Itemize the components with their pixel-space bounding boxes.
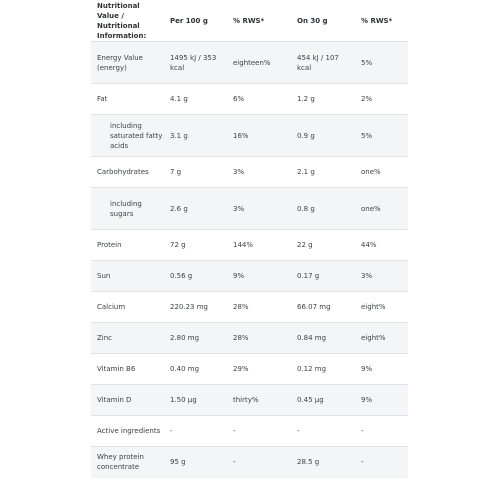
table-row [91, 385, 408, 416]
per-100g-value: 95 g [164, 447, 227, 478]
per-100g-value: 7 g [164, 157, 227, 188]
table-row [91, 42, 408, 84]
on-30g-value: 0.84 mg [291, 323, 355, 354]
per-100g-value: 1.50 µg [164, 385, 227, 416]
per-100g-value: 0.56 g [164, 261, 227, 292]
table-row [91, 188, 408, 230]
rws-100g-value: 28% [227, 323, 291, 354]
table-row [91, 323, 408, 354]
rws-30g-value: 3% [355, 261, 408, 292]
per-100g-value: 2.6 g [164, 188, 227, 230]
rws-30g-value: - [355, 416, 408, 447]
on-30g-value: 454 kJ / 107 kcal [291, 42, 355, 84]
on-30g-value: 0.17 g [291, 261, 355, 292]
per-100g-value: 2.80 mg [164, 323, 227, 354]
rws-100g-value: 16% [227, 115, 291, 157]
rws-30g-value: 5% [355, 42, 408, 84]
row-label: Sun [91, 261, 164, 292]
header-rws-100g: % RWS* [227, 0, 291, 42]
on-30g-value: - [291, 416, 355, 447]
on-30g-value: 0.9 g [291, 115, 355, 157]
rws-30g-value: 9% [355, 385, 408, 416]
table-row [91, 261, 408, 292]
row-label: Vitamin B6 [91, 354, 164, 385]
table-header-row [91, 0, 408, 42]
row-label: Whey protein concentrate [91, 447, 164, 478]
rws-30g-value: one% [355, 188, 408, 230]
header-nutritional-value: Nutritional Value / Nutritional Information: [91, 0, 164, 42]
rws-100g-value: 144% [227, 230, 291, 261]
per-100g-value: 1495 kJ / 353 kcal [164, 42, 227, 84]
table-row [91, 447, 408, 478]
row-label: Carbohydrates [91, 157, 164, 188]
rws-100g-value: 3% [227, 157, 291, 188]
on-30g-value: 66.07 mg [291, 292, 355, 323]
row-label: Energy Value (energy) [91, 42, 164, 84]
row-label: Vitamin D [91, 385, 164, 416]
rws-100g-value: thirty% [227, 385, 291, 416]
rws-100g-value: 6% [227, 84, 291, 115]
row-label: Active ingredients [91, 416, 164, 447]
on-30g-value: 2.1 g [291, 157, 355, 188]
row-label: including saturated fatty acids [91, 115, 164, 157]
per-100g-value: 220.23 mg [164, 292, 227, 323]
rws-30g-value: 2% [355, 84, 408, 115]
rws-30g-value: 9% [355, 354, 408, 385]
on-30g-value: 0.45 µg [291, 385, 355, 416]
header-per-100g: Per 100 g [164, 0, 227, 42]
rws-30g-value: 5% [355, 115, 408, 157]
table-row [91, 292, 408, 323]
rws-30g-value: eight% [355, 292, 408, 323]
on-30g-value: 22 g [291, 230, 355, 261]
on-30g-value: 28.5 g [291, 447, 355, 478]
rws-30g-value: - [355, 447, 408, 478]
table-row [91, 230, 408, 261]
table-row [91, 354, 408, 385]
table-row [91, 416, 408, 447]
on-30g-value: 1.2 g [291, 84, 355, 115]
table-row [91, 157, 408, 188]
table-row [91, 115, 408, 157]
row-label: Calcium [91, 292, 164, 323]
rws-100g-value: eighteen% [227, 42, 291, 84]
rws-100g-value: - [227, 447, 291, 478]
rws-100g-value: - [227, 416, 291, 447]
header-on-30g: On 30 g [291, 0, 355, 42]
rws-30g-value: one% [355, 157, 408, 188]
row-label: Zinc [91, 323, 164, 354]
header-rws-30g: % RWS* [355, 0, 408, 42]
per-100g-value: 72 g [164, 230, 227, 261]
on-30g-value: 0.12 mg [291, 354, 355, 385]
rws-100g-value: 9% [227, 261, 291, 292]
row-label: including sugars [91, 188, 164, 230]
per-100g-value: 4.1 g [164, 84, 227, 115]
rws-100g-value: 3% [227, 188, 291, 230]
table-row [91, 84, 408, 115]
row-label: Protein [91, 230, 164, 261]
per-100g-value: 0.40 mg [164, 354, 227, 385]
row-label: Fat [91, 84, 164, 115]
on-30g-value: 0.8 g [291, 188, 355, 230]
rws-100g-value: 28% [227, 292, 291, 323]
per-100g-value: 3.1 g [164, 115, 227, 157]
rws-30g-value: eight% [355, 323, 408, 354]
rws-30g-value: 44% [355, 230, 408, 261]
per-100g-value: - [164, 416, 227, 447]
rws-100g-value: 29% [227, 354, 291, 385]
nutrition-table [91, 0, 408, 478]
